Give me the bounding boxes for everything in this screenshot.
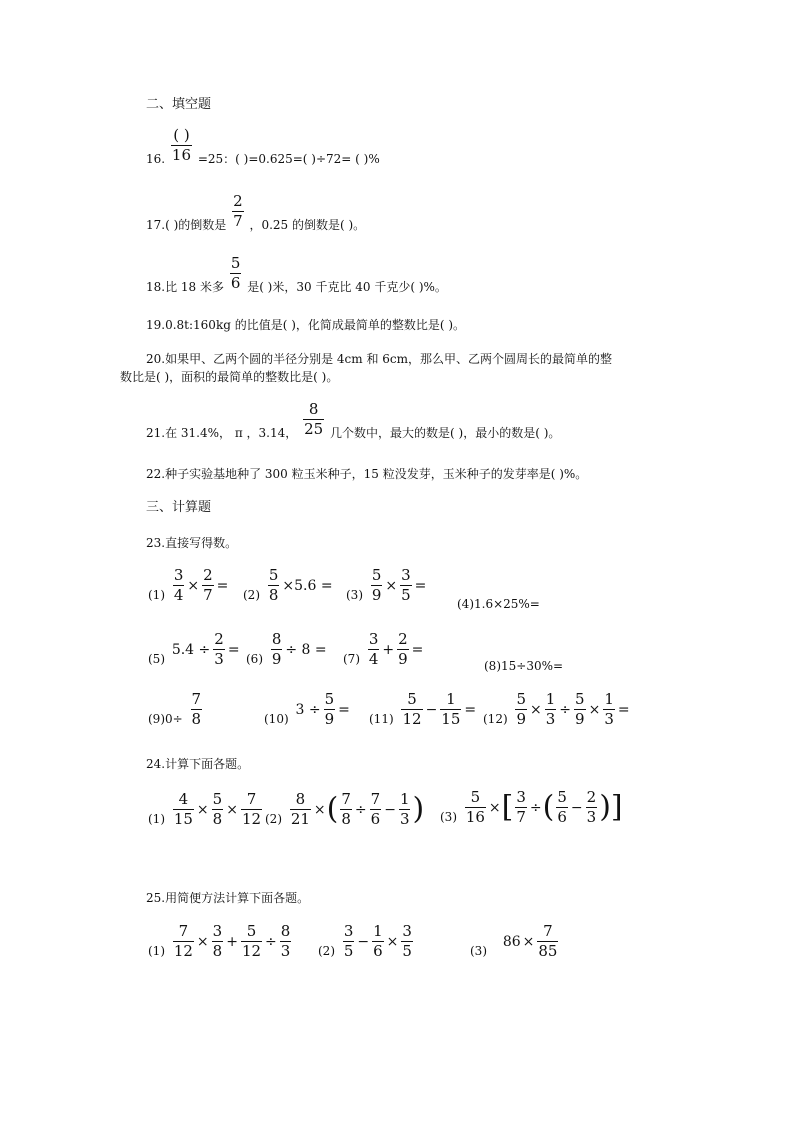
frac [399, 792, 411, 827]
op: × [522, 933, 535, 950]
q18-fraction [230, 256, 242, 291]
num: 5 [324, 690, 335, 708]
op: × [488, 799, 501, 816]
q23-item-4: (4)1.6×25%= [457, 597, 540, 611]
num: 8 [271, 630, 282, 648]
num: 1 [446, 690, 456, 708]
op: = [617, 701, 630, 718]
op: × [530, 701, 542, 718]
frac [400, 568, 412, 603]
num: 3 [343, 922, 354, 940]
den: 16 [465, 808, 485, 826]
den: 6 [370, 810, 381, 828]
frac [372, 924, 384, 959]
op: − [570, 799, 583, 816]
op: = [414, 577, 427, 594]
q16-number: 16. [146, 152, 166, 166]
den: 8 [191, 710, 202, 728]
den: 9 [324, 710, 335, 728]
op: − [384, 801, 396, 818]
q25-item-2 [318, 924, 415, 959]
den: 3 [545, 710, 556, 728]
num: 7 [370, 790, 381, 808]
num: 7 [543, 922, 553, 940]
question-24-title: 24.计算下面各题。 [146, 757, 250, 771]
num: 8 [280, 922, 291, 940]
op: − [357, 933, 370, 950]
q18-pre: 18.比 18 米多 [146, 280, 224, 294]
op: × [313, 801, 326, 818]
op: + [382, 641, 395, 658]
den: 9 [371, 586, 382, 604]
den: 12 [173, 942, 193, 960]
num: 5 [470, 788, 481, 806]
q23-item-3 [346, 568, 427, 603]
frac [371, 568, 383, 603]
frac [340, 792, 352, 827]
q23-item-6 [246, 632, 328, 667]
left-paren: ( [542, 789, 555, 825]
right-paren: ) [412, 791, 425, 827]
den: 8 [212, 942, 223, 960]
frac [202, 568, 214, 603]
op: × [187, 577, 200, 594]
num: 7 [178, 922, 189, 940]
frac [268, 568, 280, 603]
den: 3 [604, 710, 614, 728]
den: 9 [575, 710, 585, 728]
den: 15 [173, 810, 193, 828]
num: 5 [268, 566, 279, 584]
q23-item-11 [369, 692, 477, 727]
question-16 [146, 128, 380, 166]
op: = [411, 641, 424, 658]
frac [241, 924, 262, 959]
frac [173, 568, 185, 603]
den: 8 [212, 810, 223, 828]
den: 3 [214, 650, 224, 668]
q23-item-8: (8)15÷30%= [484, 659, 564, 673]
frac [574, 692, 586, 727]
den: 12 [241, 942, 262, 960]
q21-pre: 21.在 31.4%， π ，3.14， [146, 426, 298, 440]
num: 1 [399, 790, 410, 808]
op: 5.4 ÷ [171, 641, 211, 658]
frac [545, 692, 557, 727]
frac [515, 692, 527, 727]
frac [397, 632, 409, 667]
num: 8 [295, 790, 306, 808]
q24-label-2: (2) [265, 812, 282, 826]
num: 5 [575, 690, 585, 708]
q23-label-10: (10) [264, 712, 289, 726]
q17-fraction [232, 194, 244, 229]
q17-post: ，0.25 的倒数是( )。 [249, 218, 366, 232]
right-paren: ) [599, 789, 611, 825]
q24-label-1: (1) [148, 812, 165, 826]
op: ÷ [265, 933, 277, 950]
frac [212, 792, 224, 827]
op: = [338, 701, 350, 718]
op: × [196, 933, 209, 950]
q21-frac-n: 8 [308, 400, 319, 418]
q25-item-3 [470, 924, 560, 959]
q24-item-3 [440, 790, 623, 825]
left-bracket: [ [501, 789, 514, 825]
den: 9 [398, 650, 408, 668]
q23-item-1 [148, 568, 229, 603]
den: 12 [402, 710, 422, 728]
den: 7 [203, 586, 213, 604]
frac [213, 632, 225, 667]
num: 2 [586, 788, 597, 806]
frac [290, 792, 311, 827]
question-21 [146, 402, 560, 440]
op: = [227, 641, 240, 658]
q23-label-7: (7) [343, 652, 360, 666]
op: × [196, 801, 209, 818]
den: 5 [343, 942, 354, 960]
den: 3 [586, 808, 597, 826]
frac [603, 692, 615, 727]
num: 2 [398, 630, 408, 648]
right-bracket: ] [610, 789, 623, 825]
num: 3 [516, 788, 526, 806]
num: 5 [407, 690, 417, 708]
q21-fraction [303, 402, 324, 437]
num: 3 [401, 566, 411, 584]
den: 7 [516, 808, 526, 826]
q23-label-3: (3) [346, 588, 363, 602]
op: = [216, 577, 229, 594]
frac [324, 692, 336, 727]
frac [370, 792, 382, 827]
op: ÷ [354, 801, 367, 818]
num: 3 [212, 922, 223, 940]
frac [343, 924, 355, 959]
op: 86 [502, 933, 521, 950]
q17-pre: 17.( )的倒数是 [146, 218, 227, 232]
q23-item-5 [148, 632, 241, 667]
frac [173, 924, 194, 959]
q16-frac-bottom: 16 [171, 146, 192, 164]
den: 85 [538, 942, 558, 960]
question-19: 19.0.8t:160kg 的比值是( )，化简成最简单的整数比是( )。 [146, 318, 466, 332]
frac [465, 790, 486, 825]
question-20-line2: 数比是( )，面积的最简单的整数比是( )。 [120, 370, 339, 384]
den: 3 [280, 942, 291, 960]
q23-label-9: (9)0÷ [148, 712, 183, 726]
q24-label-3: (3) [440, 810, 457, 824]
q23-label-6: (6) [246, 652, 263, 666]
num: 1 [545, 690, 556, 708]
op: + [226, 933, 238, 950]
num: 5 [516, 690, 527, 708]
den: 6 [373, 942, 383, 960]
q23-label-11: (11) [369, 712, 394, 726]
q23-label-12: (12) [483, 712, 508, 726]
frac [241, 792, 262, 827]
q24-item-2 [265, 792, 424, 827]
num: 5 [371, 566, 382, 584]
q18-post: 是( )米，30 千克比 40 千克少( )%。 [247, 280, 447, 294]
frac [586, 790, 598, 825]
op: ÷ 8 = [285, 641, 327, 658]
q21-post: 几个数中，最大的数是( )，最小的数是( )。 [330, 426, 561, 440]
den: 9 [271, 650, 282, 668]
num: 2 [214, 630, 224, 648]
num: 3 [402, 922, 412, 940]
q16-frac-top: ( ) [173, 126, 190, 144]
q16-fraction [171, 128, 192, 163]
frac [401, 692, 422, 727]
num: 7 [341, 790, 351, 808]
q23-label-1: (1) [148, 588, 165, 602]
q24-item-1 [148, 792, 264, 827]
num: 1 [373, 922, 383, 940]
num: 5 [557, 788, 567, 806]
den: 8 [341, 810, 351, 828]
question-22: 22.种子实验基地种了 300 粒玉米种子，15 粒没发芽，玉米种子的发芽率是( )%。 [146, 467, 588, 481]
frac [212, 924, 224, 959]
den: 3 [399, 810, 410, 828]
den: 4 [173, 586, 184, 604]
question-17 [146, 194, 365, 232]
num: 7 [191, 690, 202, 708]
question-25-title: 25.用简便方法计算下面各题。 [146, 891, 310, 905]
num: 1 [604, 690, 614, 708]
left-paren: ( [326, 791, 339, 827]
den: 5 [401, 586, 411, 604]
den: 6 [557, 808, 567, 826]
num: 2 [203, 566, 213, 584]
q16-rest: =25：( )=0.625=( )÷72= ( )% [197, 152, 380, 166]
frac [173, 792, 194, 827]
op: − [425, 701, 438, 718]
op: = [464, 701, 477, 718]
num: 3 [173, 566, 184, 584]
q17-frac-n: 2 [233, 192, 243, 210]
frac [537, 924, 558, 959]
den: 5 [402, 942, 412, 960]
frac [556, 790, 568, 825]
num: 4 [178, 790, 189, 808]
op: ÷ [559, 701, 572, 718]
op: × [386, 933, 399, 950]
op: × [385, 577, 398, 594]
frac [440, 692, 461, 727]
q25-label-2: (2) [318, 944, 335, 958]
den: 9 [516, 710, 527, 728]
q25-item-1 [148, 924, 293, 959]
q23-item-10 [264, 692, 351, 727]
q23-item-9 [148, 692, 204, 727]
op: × [588, 701, 601, 718]
num: 5 [212, 790, 223, 808]
q25-label-3: (3) [470, 944, 487, 958]
frac [515, 790, 527, 825]
q23-item-2 [243, 568, 334, 603]
frac [271, 632, 283, 667]
den: 4 [368, 650, 379, 668]
q23-item-12 [483, 692, 631, 727]
op: ×5.6 = [282, 577, 333, 594]
den: 15 [441, 710, 461, 728]
op: ÷ [529, 799, 542, 816]
q18-frac-n: 5 [230, 254, 241, 272]
frac [280, 924, 292, 959]
frac [191, 692, 203, 727]
q17-frac-d: 7 [233, 212, 243, 230]
q18-frac-d: 6 [230, 274, 241, 292]
question-20-line1: 20.如果甲、乙两个圆的半径分别是 4cm 和 6cm，那么甲、乙两个圆周长的最简单的整 [146, 352, 612, 366]
op: 3 ÷ [295, 701, 321, 718]
section-title-calc: 三、计算题 [146, 500, 212, 515]
section-title-fill: 二、填空题 [146, 97, 212, 112]
den: 12 [241, 810, 262, 828]
frac [401, 924, 413, 959]
q25-label-1: (1) [148, 944, 165, 958]
q23-item-7 [343, 632, 424, 667]
num: 7 [246, 790, 257, 808]
den: 21 [290, 810, 310, 828]
q21-frac-d: 25 [304, 420, 324, 438]
num: 5 [246, 922, 257, 940]
q23-label-5: (5) [148, 652, 165, 666]
num: 3 [368, 630, 379, 648]
question-18 [146, 256, 447, 294]
op: × [226, 801, 238, 818]
question-23-title: 23.直接写得数。 [146, 536, 238, 550]
den: 8 [268, 586, 279, 604]
q23-label-2: (2) [243, 588, 260, 602]
frac [368, 632, 380, 667]
